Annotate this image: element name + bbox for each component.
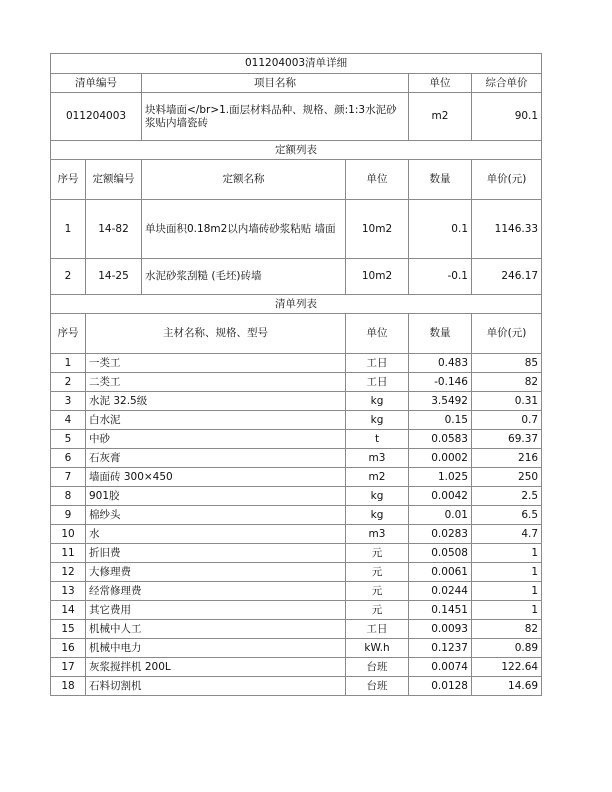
bill-name-header: 项目名称 bbox=[142, 74, 409, 93]
quota-name: 单块面积0.18m2以内墙砖砂浆粘贴 墙面 bbox=[142, 200, 346, 259]
quota-code-header: 定额编号 bbox=[86, 160, 142, 200]
material-unit-price: 69.37 bbox=[472, 430, 542, 449]
material-seq: 9 bbox=[51, 506, 86, 525]
quota-unit-price-header: 单价(元) bbox=[472, 160, 542, 200]
material-row bbox=[51, 544, 542, 563]
table-title: 011204003清单详细 bbox=[51, 54, 542, 74]
material-unit: 工日 bbox=[346, 373, 409, 392]
material-name: 白水泥 bbox=[86, 411, 346, 430]
material-name: 石灰膏 bbox=[86, 449, 346, 468]
bill-code-header: 清单编号 bbox=[51, 74, 142, 93]
material-rows bbox=[51, 354, 542, 696]
material-unit: kW.h bbox=[346, 639, 409, 658]
bill-price-header: 综合单价 bbox=[472, 74, 542, 93]
material-unit-price: 85 bbox=[472, 354, 542, 373]
material-unit: kg bbox=[346, 392, 409, 411]
quota-unit-price: 246.17 bbox=[472, 259, 542, 295]
material-unit-price: 14.69 bbox=[472, 677, 542, 696]
material-qty: 0.15 bbox=[409, 411, 472, 430]
material-row bbox=[51, 563, 542, 582]
material-qty: 0.0093 bbox=[409, 620, 472, 639]
material-unit-price: 1 bbox=[472, 563, 542, 582]
material-unit-price: 82 bbox=[472, 620, 542, 639]
material-name: 一类工 bbox=[86, 354, 346, 373]
material-unit-price-header: 单价(元) bbox=[472, 314, 542, 354]
material-name: 大修理费 bbox=[86, 563, 346, 582]
material-qty: 0.1451 bbox=[409, 601, 472, 620]
material-qty: 0.0508 bbox=[409, 544, 472, 563]
material-unit-price: 250 bbox=[472, 468, 542, 487]
material-seq: 13 bbox=[51, 582, 86, 601]
material-name: 石料切割机 bbox=[86, 677, 346, 696]
material-unit-price: 0.89 bbox=[472, 639, 542, 658]
quota-code: 14-25 bbox=[86, 259, 142, 295]
material-section-title: 清单列表 bbox=[51, 295, 542, 314]
material-row bbox=[51, 601, 542, 620]
quota-name: 水泥砂浆刮糙 (毛坯)砖墙 bbox=[142, 259, 346, 295]
quota-code: 14-82 bbox=[86, 200, 142, 259]
material-qty: 0.0074 bbox=[409, 658, 472, 677]
material-name: 棉纱头 bbox=[86, 506, 346, 525]
material-seq: 14 bbox=[51, 601, 86, 620]
material-row bbox=[51, 449, 542, 468]
material-name: 二类工 bbox=[86, 373, 346, 392]
material-row bbox=[51, 487, 542, 506]
bill-row bbox=[51, 93, 542, 141]
quota-section-title: 定额列表 bbox=[51, 141, 542, 160]
material-unit: m3 bbox=[346, 449, 409, 468]
material-seq: 15 bbox=[51, 620, 86, 639]
material-qty: 0.0283 bbox=[409, 525, 472, 544]
material-seq: 1 bbox=[51, 354, 86, 373]
material-unit: 元 bbox=[346, 582, 409, 601]
material-unit-price: 0.7 bbox=[472, 411, 542, 430]
material-seq: 10 bbox=[51, 525, 86, 544]
material-unit: 台班 bbox=[346, 658, 409, 677]
quota-row bbox=[51, 259, 542, 295]
material-row bbox=[51, 392, 542, 411]
material-row bbox=[51, 506, 542, 525]
bill-code: 011204003 bbox=[51, 93, 142, 141]
quota-unit-price: 1146.33 bbox=[472, 200, 542, 259]
material-qty: 0.0128 bbox=[409, 677, 472, 696]
material-row bbox=[51, 677, 542, 696]
material-unit: m2 bbox=[346, 468, 409, 487]
material-row bbox=[51, 620, 542, 639]
material-name: 水 bbox=[86, 525, 346, 544]
material-seq: 3 bbox=[51, 392, 86, 411]
material-name: 机械中电力 bbox=[86, 639, 346, 658]
material-seq: 8 bbox=[51, 487, 86, 506]
material-seq: 6 bbox=[51, 449, 86, 468]
material-row bbox=[51, 658, 542, 677]
material-seq: 2 bbox=[51, 373, 86, 392]
material-unit: 工日 bbox=[346, 620, 409, 639]
material-name: 901胶 bbox=[86, 487, 346, 506]
material-name: 经常修理费 bbox=[86, 582, 346, 601]
quota-row bbox=[51, 200, 542, 259]
material-qty: 3.5492 bbox=[409, 392, 472, 411]
material-name: 墙面砖 300×450 bbox=[86, 468, 346, 487]
material-unit: 台班 bbox=[346, 677, 409, 696]
material-header-row bbox=[51, 314, 542, 354]
bill-header-row bbox=[51, 74, 542, 93]
material-unit: 元 bbox=[346, 544, 409, 563]
bill-name: 块料墙面</br>1.面层材料品种、规格、颜:1:3水泥砂浆贴内墙瓷砖 bbox=[142, 93, 409, 141]
quota-unit: 10m2 bbox=[346, 259, 409, 295]
material-unit-price: 122.64 bbox=[472, 658, 542, 677]
material-qty: 0.0002 bbox=[409, 449, 472, 468]
material-unit: kg bbox=[346, 506, 409, 525]
material-qty: 0.483 bbox=[409, 354, 472, 373]
material-unit-price: 82 bbox=[472, 373, 542, 392]
material-row bbox=[51, 639, 542, 658]
quota-seq-header: 序号 bbox=[51, 160, 86, 200]
material-name: 折旧费 bbox=[86, 544, 346, 563]
material-qty: -0.146 bbox=[409, 373, 472, 392]
material-seq: 12 bbox=[51, 563, 86, 582]
material-name: 机械中人工 bbox=[86, 620, 346, 639]
material-seq: 5 bbox=[51, 430, 86, 449]
material-qty: 0.0042 bbox=[409, 487, 472, 506]
bill-unit-header: 单位 bbox=[409, 74, 472, 93]
material-unit: kg bbox=[346, 411, 409, 430]
material-seq: 11 bbox=[51, 544, 86, 563]
quota-qty-header: 数量 bbox=[409, 160, 472, 200]
material-unit: 元 bbox=[346, 563, 409, 582]
quota-header-row bbox=[51, 160, 542, 200]
material-name: 其它费用 bbox=[86, 601, 346, 620]
material-row bbox=[51, 373, 542, 392]
material-row bbox=[51, 411, 542, 430]
material-unit-price: 1 bbox=[472, 601, 542, 620]
material-qty: 0.0244 bbox=[409, 582, 472, 601]
bill-detail-table bbox=[50, 53, 542, 696]
material-qty: 0.0583 bbox=[409, 430, 472, 449]
quota-name-header: 定额名称 bbox=[142, 160, 346, 200]
material-seq-header: 序号 bbox=[51, 314, 86, 354]
material-row bbox=[51, 468, 542, 487]
material-qty: 0.01 bbox=[409, 506, 472, 525]
quota-qty: 0.1 bbox=[409, 200, 472, 259]
quota-seq: 2 bbox=[51, 259, 86, 295]
material-qty: 0.0061 bbox=[409, 563, 472, 582]
material-unit-price: 4.7 bbox=[472, 525, 542, 544]
material-row bbox=[51, 430, 542, 449]
material-seq: 16 bbox=[51, 639, 86, 658]
bill-unit: m2 bbox=[409, 93, 472, 141]
material-unit-price: 0.31 bbox=[472, 392, 542, 411]
material-unit: t bbox=[346, 430, 409, 449]
material-unit-header: 单位 bbox=[346, 314, 409, 354]
material-unit: 元 bbox=[346, 601, 409, 620]
quota-unit: 10m2 bbox=[346, 200, 409, 259]
bill-price: 90.1 bbox=[472, 93, 542, 141]
material-seq: 7 bbox=[51, 468, 86, 487]
material-unit-price: 216 bbox=[472, 449, 542, 468]
material-qty-header: 数量 bbox=[409, 314, 472, 354]
material-seq: 18 bbox=[51, 677, 86, 696]
material-unit-price: 2.5 bbox=[472, 487, 542, 506]
table-title-row bbox=[51, 54, 542, 74]
material-unit: kg bbox=[346, 487, 409, 506]
material-row bbox=[51, 525, 542, 544]
material-unit-price: 1 bbox=[472, 582, 542, 601]
material-qty: 0.1237 bbox=[409, 639, 472, 658]
material-name: 中砂 bbox=[86, 430, 346, 449]
material-row bbox=[51, 582, 542, 601]
material-name-header: 主材名称、规格、型号 bbox=[86, 314, 346, 354]
material-section-row bbox=[51, 295, 542, 314]
material-unit: 工日 bbox=[346, 354, 409, 373]
material-unit-price: 6.5 bbox=[472, 506, 542, 525]
material-seq: 4 bbox=[51, 411, 86, 430]
material-unit: m3 bbox=[346, 525, 409, 544]
material-unit-price: 1 bbox=[472, 544, 542, 563]
material-qty: 1.025 bbox=[409, 468, 472, 487]
material-name: 水泥 32.5级 bbox=[86, 392, 346, 411]
material-name: 灰浆搅拌机 200L bbox=[86, 658, 346, 677]
quota-section-row bbox=[51, 141, 542, 160]
quota-seq: 1 bbox=[51, 200, 86, 259]
material-row bbox=[51, 354, 542, 373]
quota-unit-header: 单位 bbox=[346, 160, 409, 200]
quota-qty: -0.1 bbox=[409, 259, 472, 295]
material-seq: 17 bbox=[51, 658, 86, 677]
